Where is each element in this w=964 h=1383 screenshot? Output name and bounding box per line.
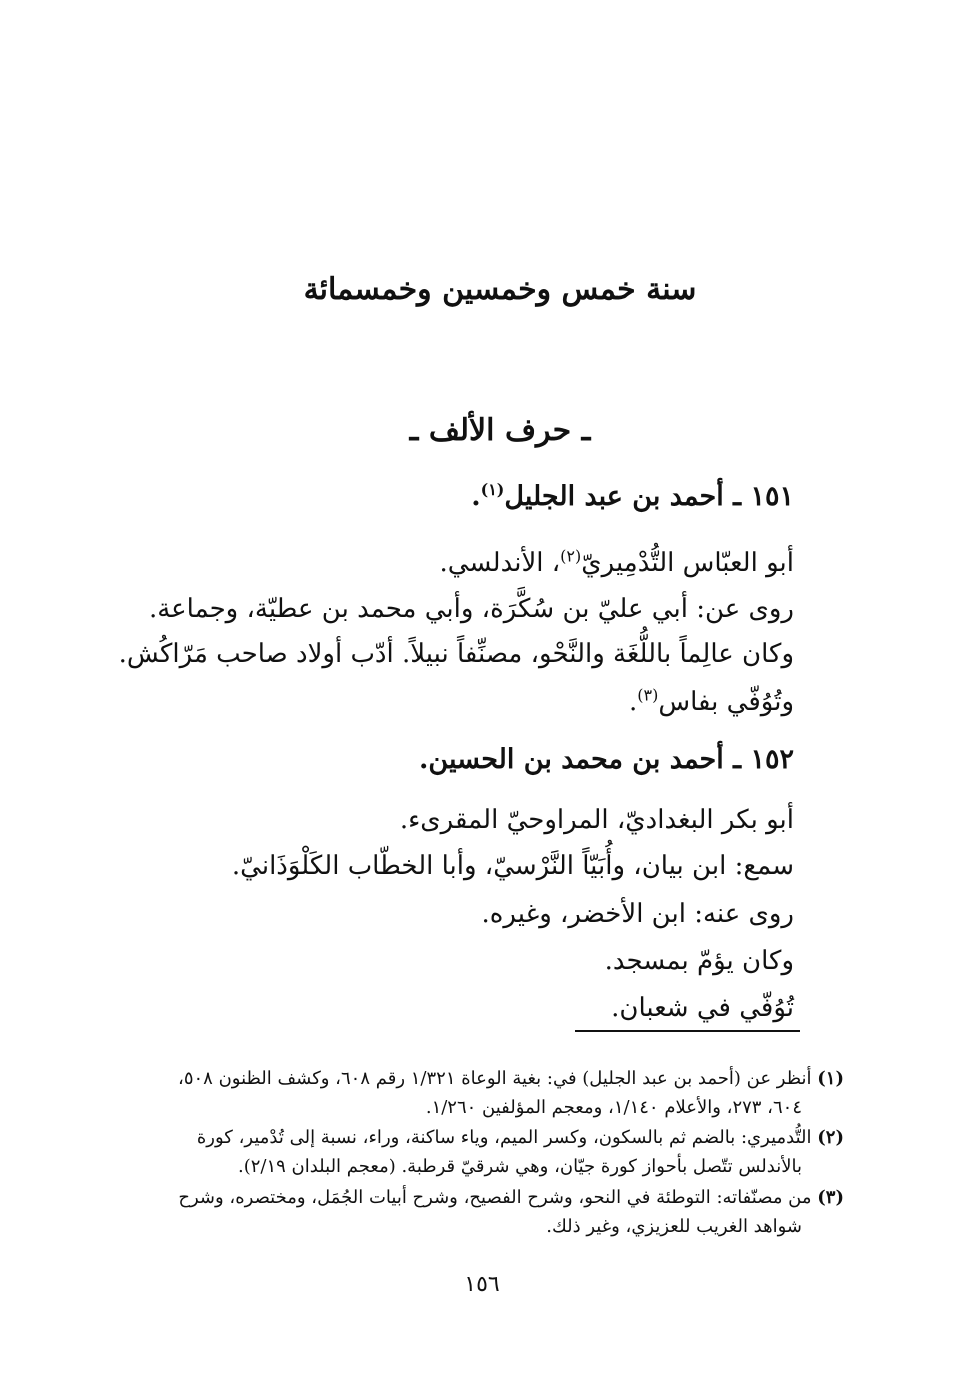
footnote-number: (١) <box>817 1068 844 1089</box>
entry-number: ١٥١ <box>750 481 794 512</box>
footnote-1: (١) أنظر عن (أحمد بن عبد الجليل) في: بغية الوعاة ١/٣٢١ رقم ٦٠٨، وكشف الظنون ٥٠٨، <box>178 1068 844 1089</box>
letter-heading: ـ حرف الألف ـ <box>409 413 591 448</box>
entry-line: وكان عالِماً باللُّغَة والنَّحْو، مصنِّفاً نبيلاً. أدّب أولاد صاحب مَرّاكُش. <box>118 639 794 669</box>
entry-heading-151: ١٥١ ـ أحمد بن عبد الجليل$^{(١)}$. <box>471 480 794 512</box>
entry-dash: ـ <box>733 481 742 512</box>
entry-line: وتُوُفّي بفاس$^{(٣)}$. <box>629 685 794 717</box>
entry-line: سمع: ابن بيان، وأُبَيّاً النَّرْسيّ، وأبا الخطّاب الكَلْوَذَانيّ. <box>231 851 794 881</box>
entry-line: وكان يؤمّ بمسجد. <box>604 946 794 976</box>
entry-name: أحمد بن عبد الجليل <box>504 481 724 512</box>
footnote-1-continued: ٦٠٤، ٢٧٣، والأعلام ١/١٤٠، ومعجم المؤلفين ١/٢٦٠. <box>425 1097 802 1118</box>
footnote-number: (٢) <box>817 1127 844 1148</box>
entry-line: أبو العبّاس التُّدْمِيريّ$^{(٢)}$، الأندلسي. <box>439 546 794 578</box>
footnote-number: (٣) <box>817 1187 844 1208</box>
entry-line: روى عن: أبي عليّ بن سُكَّرَة، وأبي محمد بن عطيّة، وجماعة. <box>148 594 794 624</box>
section-title: سنة خمس وخمسين وخمسمائة <box>303 272 697 307</box>
footnote-ref[interactable]: (٣) <box>637 685 659 705</box>
entry-number: ١٥٢ <box>750 744 794 775</box>
footnote-3: (٣) من مصنّفاته: التوطئة في النحو، وشرح الفصيح، وشرح أبيات الجُمَل، ومختصره، وشرح <box>178 1187 844 1208</box>
entry-dash: ـ <box>733 744 742 775</box>
footnote-3-continued: شواهد الغريب للعزيزي، وغير ذلك. <box>546 1216 802 1237</box>
footnote-divider <box>575 1030 800 1032</box>
entry-heading-152 <box>154 740 794 780</box>
entry-line: تُوُفّي في شعبان. <box>611 993 794 1023</box>
page-number: ١٥٦ <box>464 1272 500 1297</box>
entry-line: أبو بكر البغداديّ، المراوحيّ المقرىء. <box>399 805 794 835</box>
footnote-2-continued: بالأندلس تتّصل بأحواز كورة جيّان، وهي شرقيّ قرطبة. (معجم البلدان ٢/١٩). <box>237 1156 802 1177</box>
footnote-ref[interactable]: (١) <box>480 480 505 499</box>
footnote-2: (٢) التُّدميري: بالضم ثم بالسكون، وكسر الميم، وياء ساكنة، وراء، نسبة إلى تُدْمير، كورة <box>196 1127 844 1148</box>
entry-name: أحمد بن محمد بن الحسين. <box>419 744 724 775</box>
footnote-ref[interactable]: (٢) <box>560 546 582 566</box>
entry-line: روى عنه: ابن الأخضر، وغيره. <box>481 899 794 929</box>
